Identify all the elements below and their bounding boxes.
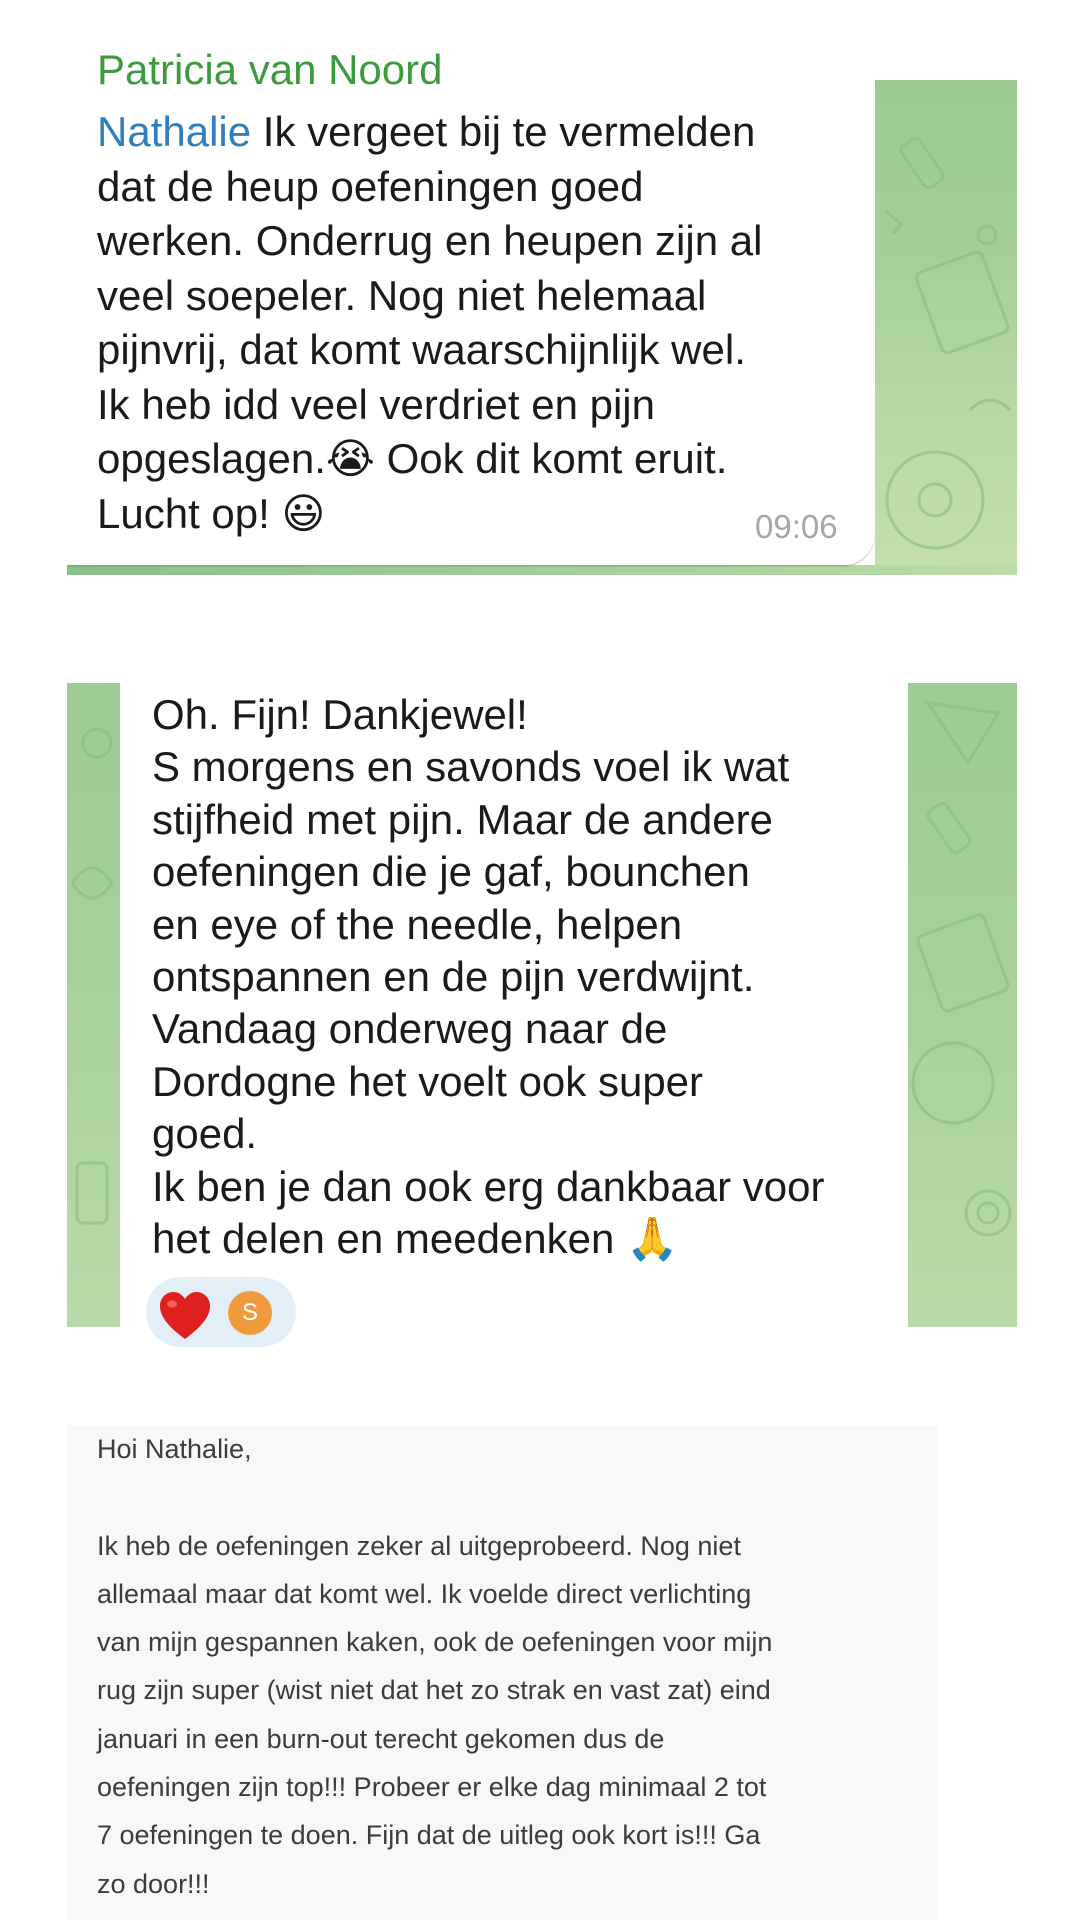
- outgoing-message-bubble[interactable]: [120, 683, 908, 1327]
- message-line: S morgens en savonds voel ik wat: [152, 743, 790, 791]
- message-text: [97, 105, 867, 541]
- message-line-text: Ik vergeet bij te vermelden: [251, 108, 756, 155]
- incoming-message-bubble[interactable]: [67, 46, 875, 565]
- wallpaper-doodles-icon: [908, 683, 1017, 1327]
- message-line: opgeslagen.😭 Ook dit komt eruit.: [97, 435, 728, 482]
- chat-wallpaper: [875, 80, 1017, 575]
- email-line: van mijn gespannen kaken, ook de oefeningen voor mijn: [97, 1627, 773, 1658]
- reaction-chip[interactable]: [146, 1277, 296, 1347]
- email-line: Ik heb de oefeningen zeker al uitgeprobeerd. Nog niet: [97, 1530, 741, 1561]
- message-line: pijnvrij, dat komt waarschijnlijk wel.: [97, 326, 746, 373]
- message-line: [97, 105, 867, 160]
- message-line: Lucht op! 😃: [97, 489, 326, 537]
- message-line: dat de heup oefeningen goed: [97, 162, 644, 210]
- email-line: oefeningen zijn top!!! Probeer er elke dag minimaal 2 tot: [97, 1772, 767, 1803]
- chat-screenshot-1: [67, 46, 1017, 575]
- email-greeting: Hoi Nathalie,: [97, 1434, 252, 1464]
- email-body: [97, 1425, 927, 1908]
- message-line: ontspannen en de pijn verdwijnt.: [152, 953, 755, 1001]
- message-line: Dordogne het voelt ook super: [152, 1057, 704, 1105]
- email-line: rug zijn super (wist niet dat het zo strak en vast zat) eind: [97, 1675, 771, 1706]
- message-line: het delen en meedenken 🙏: [152, 1215, 679, 1263]
- message-line: goed.: [152, 1110, 258, 1158]
- wallpaper-doodles-icon: [67, 683, 120, 1327]
- reaction-avatar: S: [228, 1291, 272, 1335]
- email-line: januari in een burn-out terecht gekomen dus de: [97, 1723, 665, 1754]
- message-line: oefeningen die je gaf, bounchen: [152, 848, 750, 896]
- message-line: Vandaag onderweg naar de: [152, 1005, 668, 1053]
- message-time: 09:06: [755, 508, 838, 545]
- bubble-shadow-strip: [67, 565, 1017, 575]
- email-line: zo door!!!: [97, 1868, 210, 1899]
- wallpaper-doodles-icon: [875, 80, 1017, 565]
- message-line: Ik ben je dan ook erg dankbaar voor: [152, 1162, 825, 1210]
- chat-screenshot-2: [67, 683, 1017, 1327]
- message-line: stijfheid met pijn. Maar de andere: [152, 795, 773, 843]
- message-line: Ik heb idd veel verdriet en pijn: [97, 380, 655, 428]
- sender-name: Patricia van Noord: [97, 46, 443, 93]
- email-screenshot: [67, 1425, 937, 1920]
- message-line: veel soepeler. Nog niet helemaal: [97, 271, 707, 319]
- message-line: Oh. Fijn! Dankjewel!: [152, 691, 528, 738]
- message-line: en eye of the needle, helpen: [152, 900, 683, 948]
- email-line: allemaal maar dat komt wel. Ik voelde direct verlichting: [97, 1578, 752, 1609]
- email-line: 7 oefeningen te doen. Fijn dat de uitleg ook kort is!!! Ga: [97, 1820, 761, 1851]
- mention-link[interactable]: Nathalie: [97, 108, 252, 155]
- message-text: [152, 689, 892, 1265]
- message-line: werken. Onderrug en heupen zijn al: [97, 217, 763, 264]
- heart-icon: [156, 1287, 214, 1345]
